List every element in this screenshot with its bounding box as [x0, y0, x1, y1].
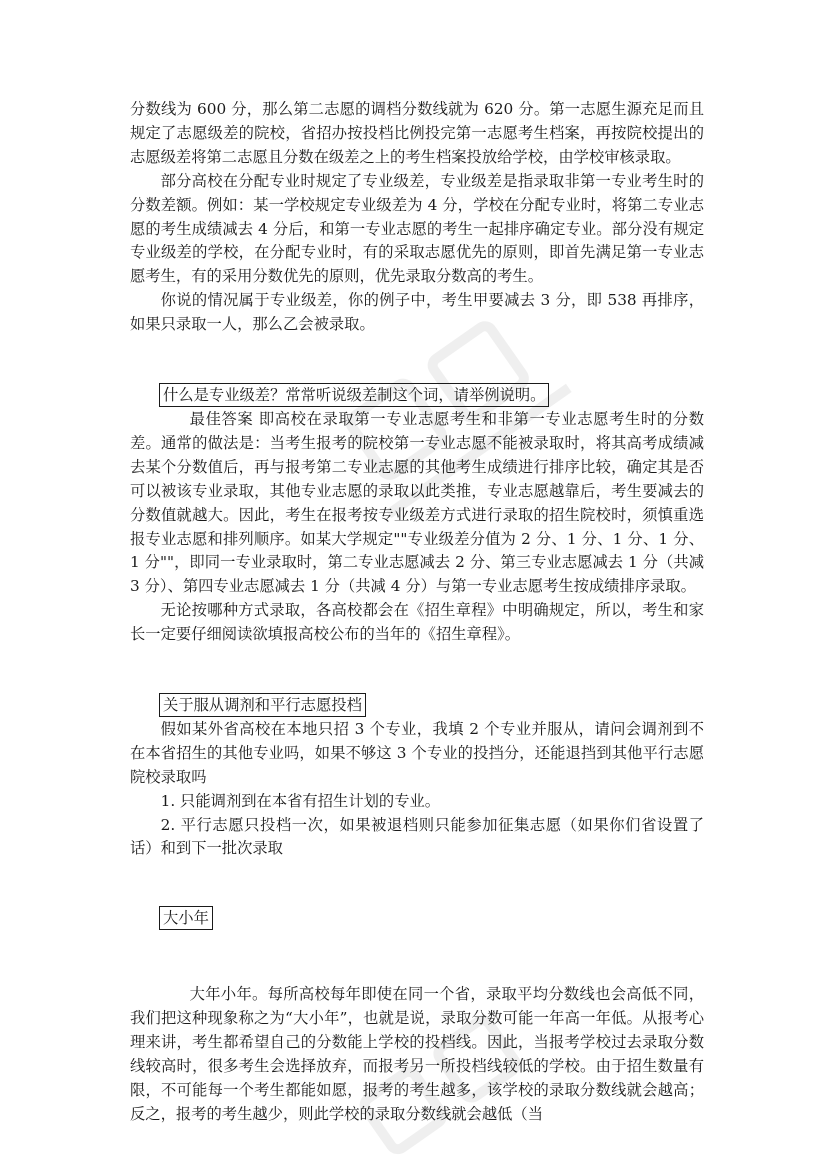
section-heading: 大小年	[159, 906, 213, 930]
paragraph: 大年小年。每所高校每年即使在同一个省，录取平均分数线也会高低不同，我们把这种现象称之为“大小年”，也就是说，录取分数可能一年高一年低。从报考心理来讲，考生都希望自己的分数能上学校的投档线。因此，当报考学校过去录取分数线较高时，很多考生会选择放弃，而报考另一所投档线较低的学校。由于招生数量有限，不可能每一个考生都能如愿，报考的考生越多，该学校的录取分数线就会越高；反之，报考的考生越少，则此学校的录取分数线就会越低（当	[130, 985, 704, 1123]
section-heading: 关于服从调剂和平行志愿投档	[159, 693, 366, 717]
document-body	[130, 98, 704, 1127]
paragraph: 部分高校在分配专业时规定了专业级差，专业级差是指录取非第一专业考生时的分数差额。例如：某一学校规定专业级差为 4 分，学校在分配专业时，将第二专业志愿的考生成绩减去 4 分后，和第一专业志愿的考生一起排序确定专业。部分没有规定专业级差的学校，在分配专业时，有的采取志愿优先的原则，即首先满足第一专业志愿考生，有的采用分数优先的原则，优先录取分数高的考生。	[130, 171, 704, 286]
paragraph: 分数线为 600 分，那么第二志愿的调档分数线就为 620 分。第一志愿生源充足而且规定了志愿级差的院校，省招办按投档比例投完第一志愿考生档案，再按院校提出的志愿级差将第二志愿且分数在级差之上的考生档案投放给学校，由学校审核录取。	[130, 100, 704, 166]
answer-paragraph: 最佳答案 即高校在录取第一专业志愿考生和非第一专业志愿考生时的分数差。通常的做法是：当考生报考的院校第一专业志愿不能被录取时，将其高考成绩减去某个分数值后，再与报考第二专业志愿的其他考生成绩进行排序比较，确定其是否可以被该专业录取，其他专业志愿的录取以此类推，专业志愿越靠后，考生要减去的分数值就越大。因此，考生在报考按专业级差方式进行录取的招生院校时，须慎重选报专业志愿和排列顺序。如某大学规定""专业级差分值为 2 分、1 分、1 分、1 分、1 分""，即同一专业录取时，第二专业志愿减去 2 分、第三专业志愿减去 1 分（共减 3 分）、第四专业志愿减去 1 分（共减 4 分）与第一专业志愿考生按成绩排序录取。	[130, 409, 704, 596]
paragraph: 无论按哪种方式录取，各高校都会在《招生章程》中明确规定，所以，考生和家长一定要仔细阅读欲填报高校公布的当年的《招生章程》。	[130, 601, 704, 644]
paragraph: 你说的情况属于专业级差，你的例子中，考生甲要减去 3 分，即 538 再排序，如果只录取一人，那么乙会被录取。	[130, 291, 704, 334]
question-paragraph: 假如某外省高校在本地只招 3 个专业，我填 2 个专业并服从，请问会调剂到不在本省招生的其他专业吗，如果不够这 3 个专业的投挡分，还能退挡到其他平行志愿院校录取吗	[130, 719, 704, 786]
answer-item: 2. 平行志愿只投档一次，如果被退档则只能参加征集志愿（如果你们省设置了话）和到下一批次录取	[130, 815, 704, 858]
section-heading: 什么是专业级差？常常听说级差制这个词，请举例说明。	[159, 383, 549, 407]
answer-item: 1. 只能调剂到在本省有招生计划的专业。	[160, 791, 441, 810]
